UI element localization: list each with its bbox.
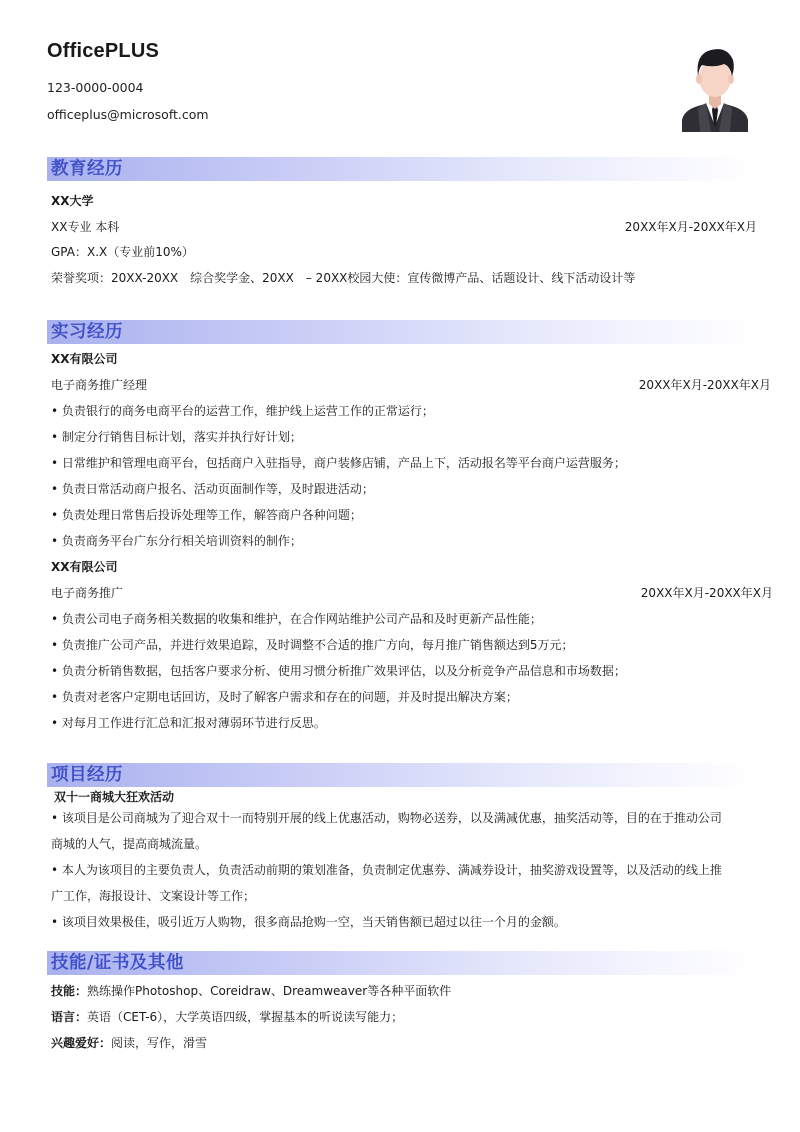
job-bullet: • 负责日常活动商户报名、活动页面制作等，及时跟进活动； [51, 482, 374, 496]
internship-section-header [47, 320, 753, 344]
email-address: officeplus@microsoft.com [47, 107, 209, 122]
job-bullet: • 负责推广公司产品，并进行效果追踪，及时调整不合适的推广方向，每月推广销售额达到5万元； [51, 638, 574, 652]
project-line: • 该项目效果极佳，吸引近万人购物，很多商品抢购一空，当天销售额已超过以往一个月的金额。 [51, 915, 566, 929]
education-section-header [47, 157, 753, 181]
skills-section-title: 技能/证书及其他 [51, 953, 184, 973]
skills-text: 熟练操作Photoshop、Coreidraw、Dreamweaver等各种平面软件 [87, 984, 452, 998]
gpa: GPA：X.X（专业前10%） [51, 245, 194, 259]
job-role: 电子商务推广经理 [51, 378, 148, 392]
project-section-header [47, 763, 753, 787]
company-name: XX有限公司 [51, 352, 118, 366]
project-section-title: 项目经历 [51, 765, 123, 785]
project-line: 商城的人气，提高商城流量。 [51, 837, 208, 851]
school-name: XX大学 [51, 194, 94, 208]
job-bullet: • 日常维护和管理电商平台，包括商户入驻指导，商户装修店铺，产品上下，活动报名等平台商户运营服务； [51, 456, 626, 470]
job-bullet: • 负责公司电子商务相关数据的收集和维护，在合作网站维护公司产品和及时更新产品性能； [51, 612, 542, 626]
job-role: 电子商务推广 [51, 586, 124, 600]
skills-label: 技能： [51, 984, 88, 998]
hobbies-row [51, 1035, 207, 1051]
language-label: 语言： [51, 1010, 88, 1024]
project-line: • 该项目是公司商城为了迎合双十一而特别开展的线上优惠活动，购物必送券，以及满减优惠，抽奖活动等，目的在于推动公司 [51, 811, 722, 825]
language-text: 英语（CET-6），大学英语四级，掌握基本的听说读写能力； [87, 1010, 404, 1024]
job-bullet: • 制定分行销售目标计划，落实并执行好计划； [51, 430, 302, 444]
company-name: XX有限公司 [51, 560, 118, 574]
language-row [51, 1009, 403, 1025]
education-section-title: 教育经历 [51, 159, 123, 179]
job-bullet: • 负责银行的商务电商平台的运营工作，维护线上运营工作的正常运行； [51, 404, 434, 418]
candidate-name: OfficePLUS [47, 40, 160, 62]
hobbies-text: 阅读，写作，滑雪 [111, 1036, 208, 1050]
job-bullet: • 负责商务平台广东分行相关培训资料的制作； [51, 534, 302, 548]
job-date: 20XX年X月-20XX年X月 [640, 586, 773, 600]
job-bullet: • 对每月工作进行汇总和汇报对薄弱环节进行反思。 [51, 716, 326, 730]
internship-section-title: 实习经历 [51, 322, 123, 342]
hobbies-label: 兴趣爱好： [51, 1036, 112, 1050]
skills-row [51, 983, 451, 999]
job-bullet: • 负责分析销售数据，包括客户要求分析、使用习惯分析推广效果评估，以及分析竞争产品信息和市场数据； [51, 664, 626, 678]
project-name: 双十一商城大狂欢活动 [54, 790, 175, 804]
job-bullet: • 负责对老客户定期电话回访，及时了解客户需求和存在的问题，并及时提出解决方案； [51, 690, 518, 704]
project-line: 广工作，海报设计、文案设计等工作； [51, 889, 256, 903]
education-date: 20XX年X月-20XX年X月 [624, 220, 757, 234]
honors: 荣誉奖项：20XX-20XX 综合奖学金、20XX – 20XX校园大使：宣传微博产品、话题设计、线下活动设计等 [51, 271, 636, 285]
project-line: • 本人为该项目的主要负责人，负责活动前期的策划准备，负责制定优惠券、满减券设计，抽奖游戏设置等，以及活动的线上推 [51, 863, 722, 877]
job-date: 20XX年X月-20XX年X月 [638, 378, 771, 392]
profile-photo [678, 40, 752, 132]
phone-number: 123-0000-0004 [47, 80, 144, 95]
job-bullet: • 负责处理日常售后投诉处理等工作，解答商户各种问题； [51, 508, 362, 522]
skills-section-header [47, 951, 753, 975]
person-avatar-icon [678, 40, 752, 132]
major-degree: XX专业 本科 [51, 220, 120, 234]
